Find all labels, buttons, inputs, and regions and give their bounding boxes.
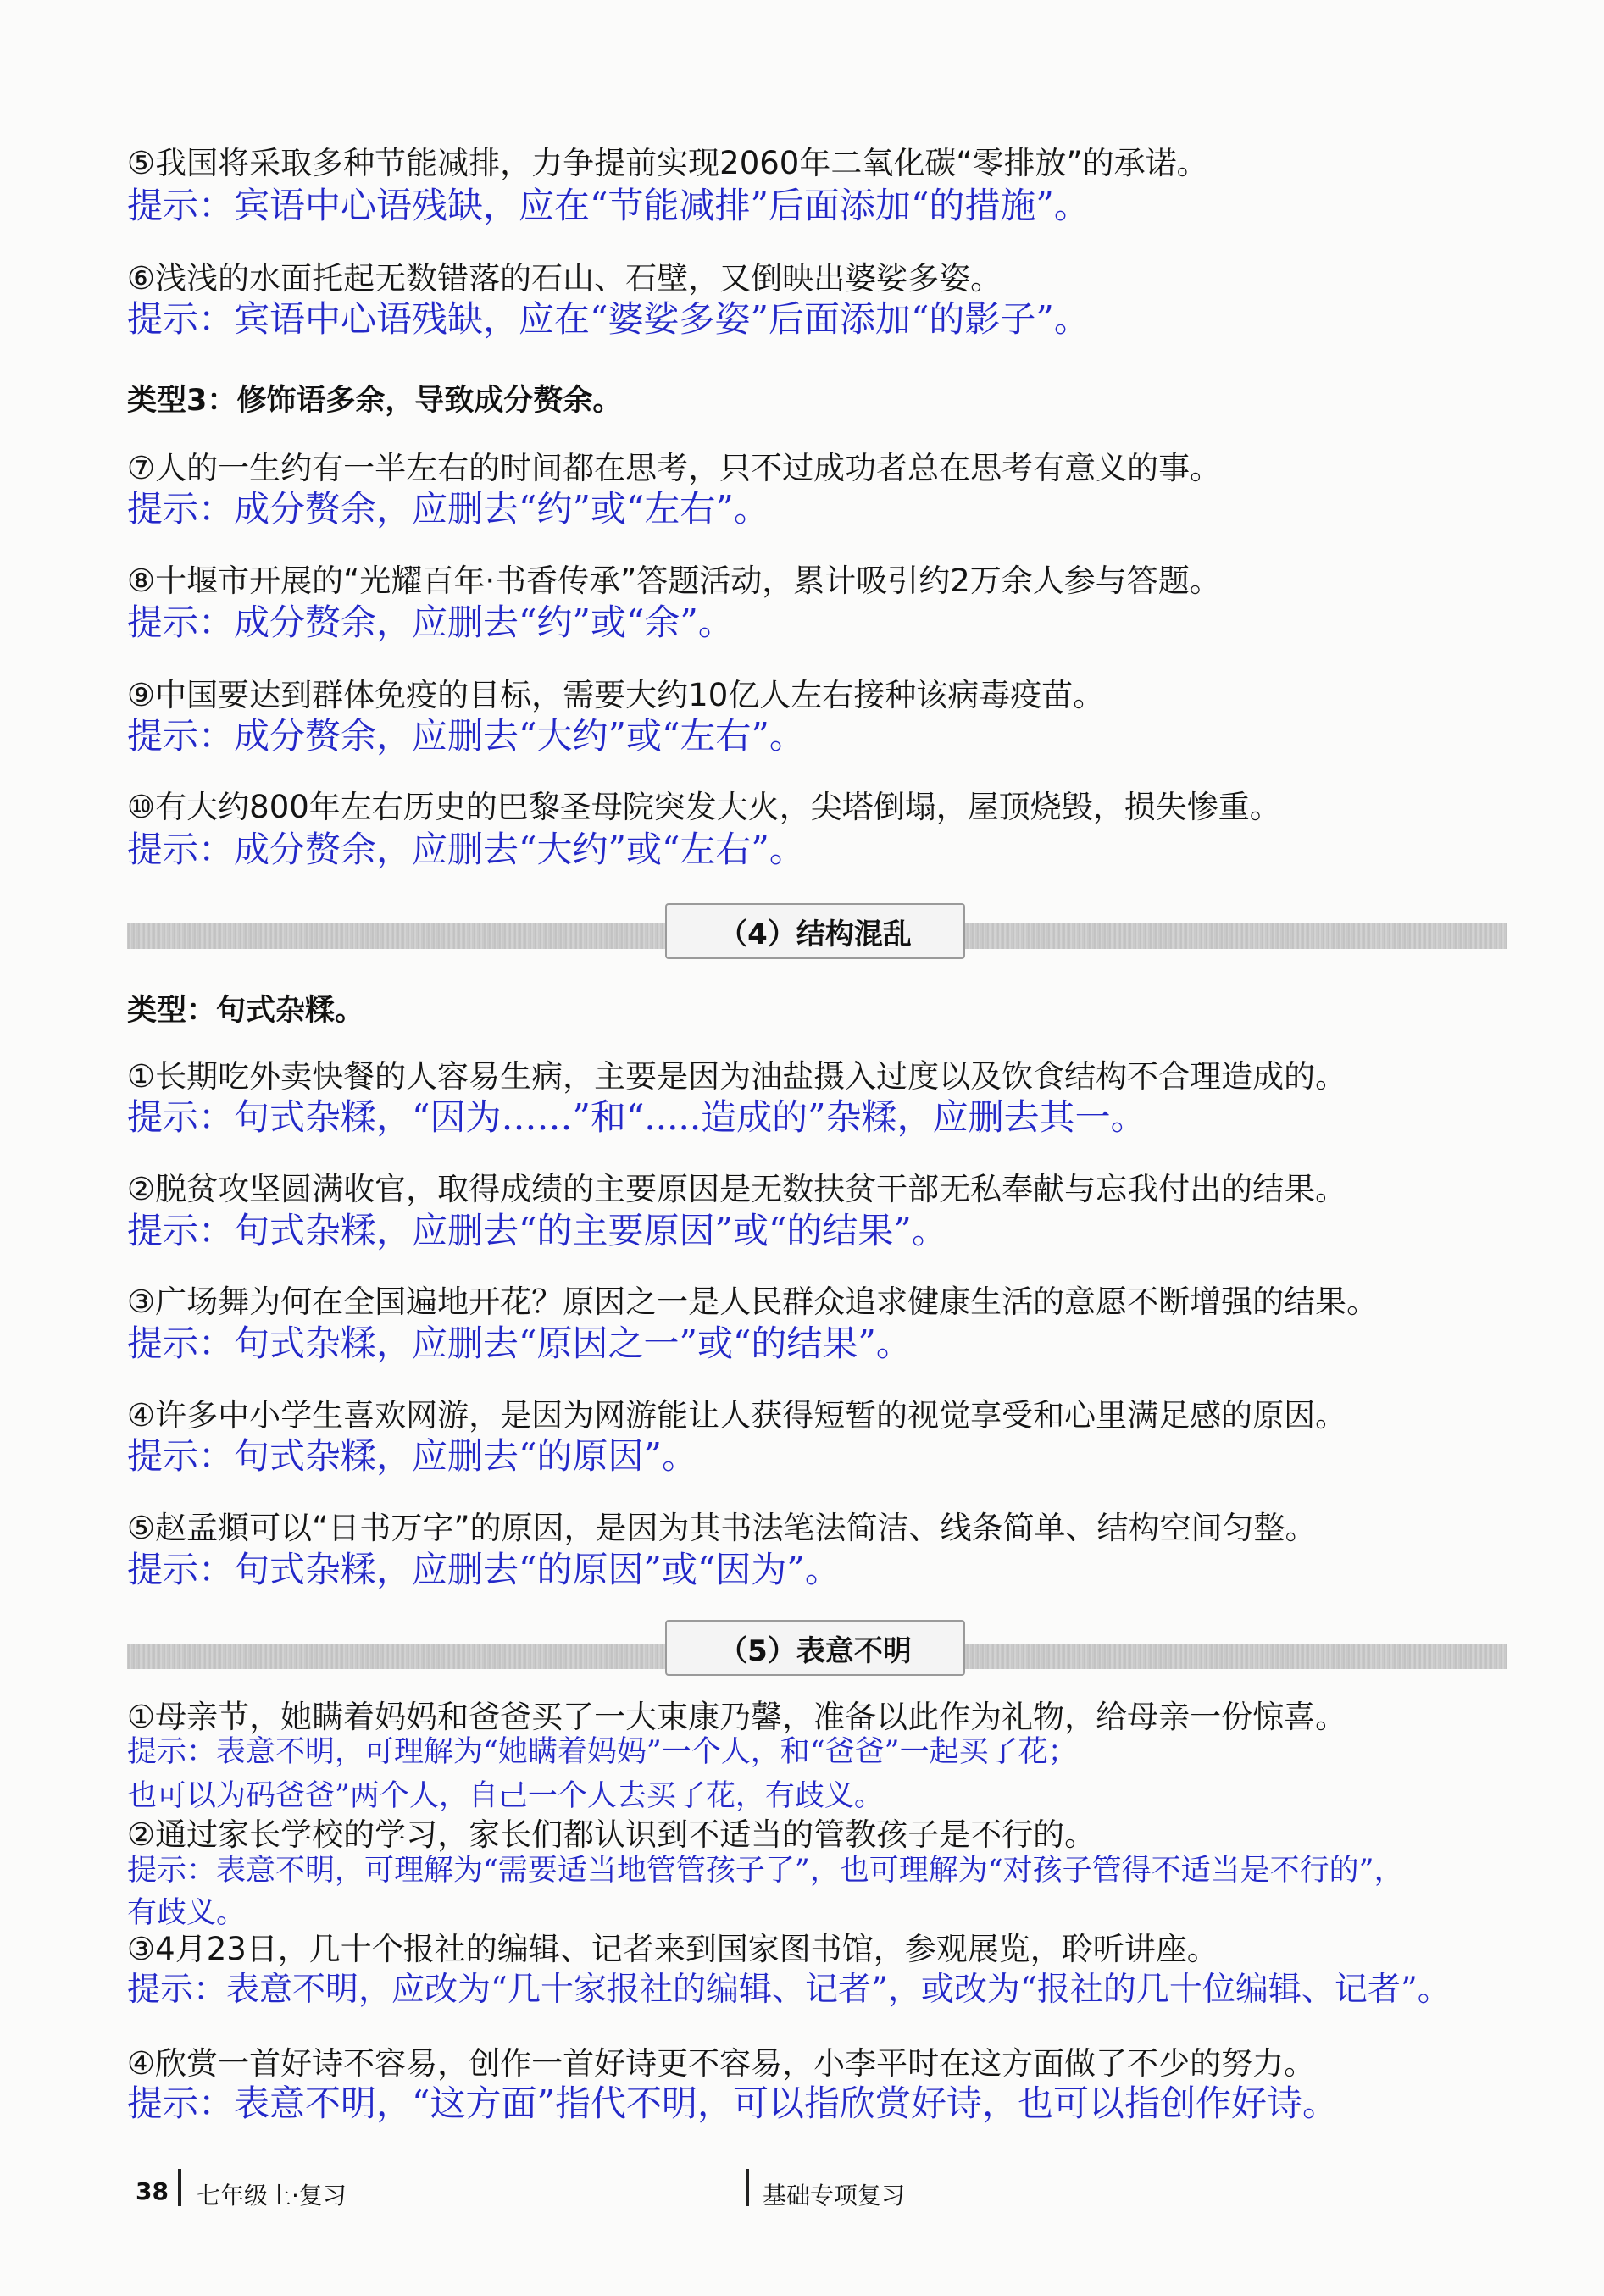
footer-divider-left	[178, 2169, 181, 2206]
section-5-heading: （5）表意不明	[665, 1620, 965, 1676]
s5-question-2: ②通过家长学校的学习，家长们都认识到不适当的管教孩子是不行的。	[127, 1816, 1096, 1853]
hint-10: 提示：成分赘余，应删去“大约”或“左右”。	[127, 829, 805, 870]
s4-question-4: ④许多中小学生喜欢网游，是因为网游能让人获得短暂的视觉享受和心里满足感的原因。	[127, 1397, 1347, 1434]
s4-hint-2: 提示：句式杂糅，应删去“的主要原因”或“的结果”。	[127, 1210, 947, 1251]
s5-question-1: ①母亲节，她瞒着妈妈和爸爸买了一大束康乃馨，准备以此作为礼物，给母亲一份惊喜。	[127, 1699, 1347, 1735]
s4-hint-3: 提示：句式杂糅，应删去“原因之一”或“的结果”。	[127, 1323, 912, 1364]
hint-8: 提示：成分赘余，应删去“约”或“余”。	[127, 602, 734, 643]
question-6: ⑥浅浅的水面托起无数错落的石山、石壁，又倒映出婆娑多姿。	[127, 260, 1002, 297]
hint-7: 提示：成分赘余，应删去“约”或“左右”。	[127, 488, 769, 530]
question-10: ⑩有大约800年左右历史的巴黎圣母院突发大火，尖塔倒塌，屋顶烧毁，损失惨重。	[127, 789, 1281, 825]
s5-question-3: ③4月23日，几十个报社的编辑、记者来到国家图书馆，参观展览，聆听讲座。	[127, 1931, 1218, 1967]
s4-hint-1: 提示：句式杂糅，“因为……”和“.....造成的”杂糅，应删去其一。	[127, 1096, 1146, 1138]
s4-hint-5: 提示：句式杂糅，应删去“的原因”或“因为”。	[127, 1549, 841, 1590]
s5-hint-1b: 也可以为码爸爸”两个人，自己一个人去买了花，有歧义。	[127, 1779, 884, 1813]
footer-grade: 七年级上·复习	[197, 2182, 347, 2210]
s4-question-2: ②脱贫攻坚圆满收官，取得成绩的主要原因是无数扶贫干部无私奉献与忘我付出的结果。	[127, 1171, 1347, 1207]
s5-hint-3: 提示：表意不明，应改为“几十家报社的编辑、记者”，或改为“报社的几十位编辑、记者”。	[127, 1971, 1451, 2009]
s4-hint-4: 提示：句式杂糅，应删去“的原因”。	[127, 1435, 697, 1477]
s4-question-1: ①长期吃外卖快餐的人容易生病，主要是因为油盐摄入过度以及饮食结构不合理造成的。	[127, 1058, 1347, 1095]
s5-hint-2b: 有歧义。	[127, 1896, 247, 1930]
s5-hint-2a: 提示：表意不明，可理解为“需要适当地管管孩子了”，也可理解为“对孩子管得不适当是不行的”，	[127, 1854, 1404, 1888]
question-9: ⑨中国要达到群体免疫的目标，需要大约10亿人左右接种该病毒疫苗。	[127, 677, 1105, 713]
s5-hint-1a: 提示：表意不明，可理解为“她瞒着妈妈”一个人，和“爸爸”一起买了花；	[127, 1735, 1078, 1769]
s4-question-5: ⑤赵孟頫可以“日书万字”的原因，是因为其书法笔法简洁、线条简单、结构空间匀整。	[127, 1510, 1317, 1546]
type-3-title: 类型3：修饰语多余，导致成分赘余。	[127, 384, 623, 418]
hint-5: 提示：宾语中心语残缺，应在“节能减排”后面添加“的措施”。	[127, 185, 1090, 226]
section-4-type-title: 类型：句式杂糅。	[127, 994, 365, 1028]
question-8: ⑧十堰市开展的“光耀百年·书香传承”答题活动，累计吸引约2万余人参与答题。	[127, 563, 1221, 599]
hint-6: 提示：宾语中心语残缺，应在“婆娑多姿”后面添加“的影子”。	[127, 298, 1090, 340]
footer-section: 基础专项复习	[763, 2182, 906, 2210]
s5-question-4: ④欣赏一首好诗不容易，创作一首好诗更不容易，小李平时在这方面做了不少的努力。	[127, 2045, 1316, 2082]
s5-hint-4: 提示：表意不明，“这方面”指代不明，可以指欣赏好诗，也可以指创作好诗。	[127, 2082, 1338, 2124]
section-4-heading: （4）结构混乱	[665, 903, 965, 959]
s4-question-3: ③广场舞为何在全国遍地开花？原因之一是人民群众追求健康生活的意愿不断增强的结果。	[127, 1284, 1379, 1320]
hint-9: 提示：成分赘余，应删去“大约”或“左右”。	[127, 715, 805, 757]
question-7: ⑦人的一生约有一半左右的时间都在思考，只不过成功者总在思考有意义的事。	[127, 450, 1222, 486]
footer-divider-right	[746, 2169, 749, 2206]
question-5: ⑤我国将采取多种节能减排，力争提前实现2060年二氧化碳“零排放”的承诺。	[127, 145, 1208, 181]
page-number: 38	[136, 2177, 169, 2205]
